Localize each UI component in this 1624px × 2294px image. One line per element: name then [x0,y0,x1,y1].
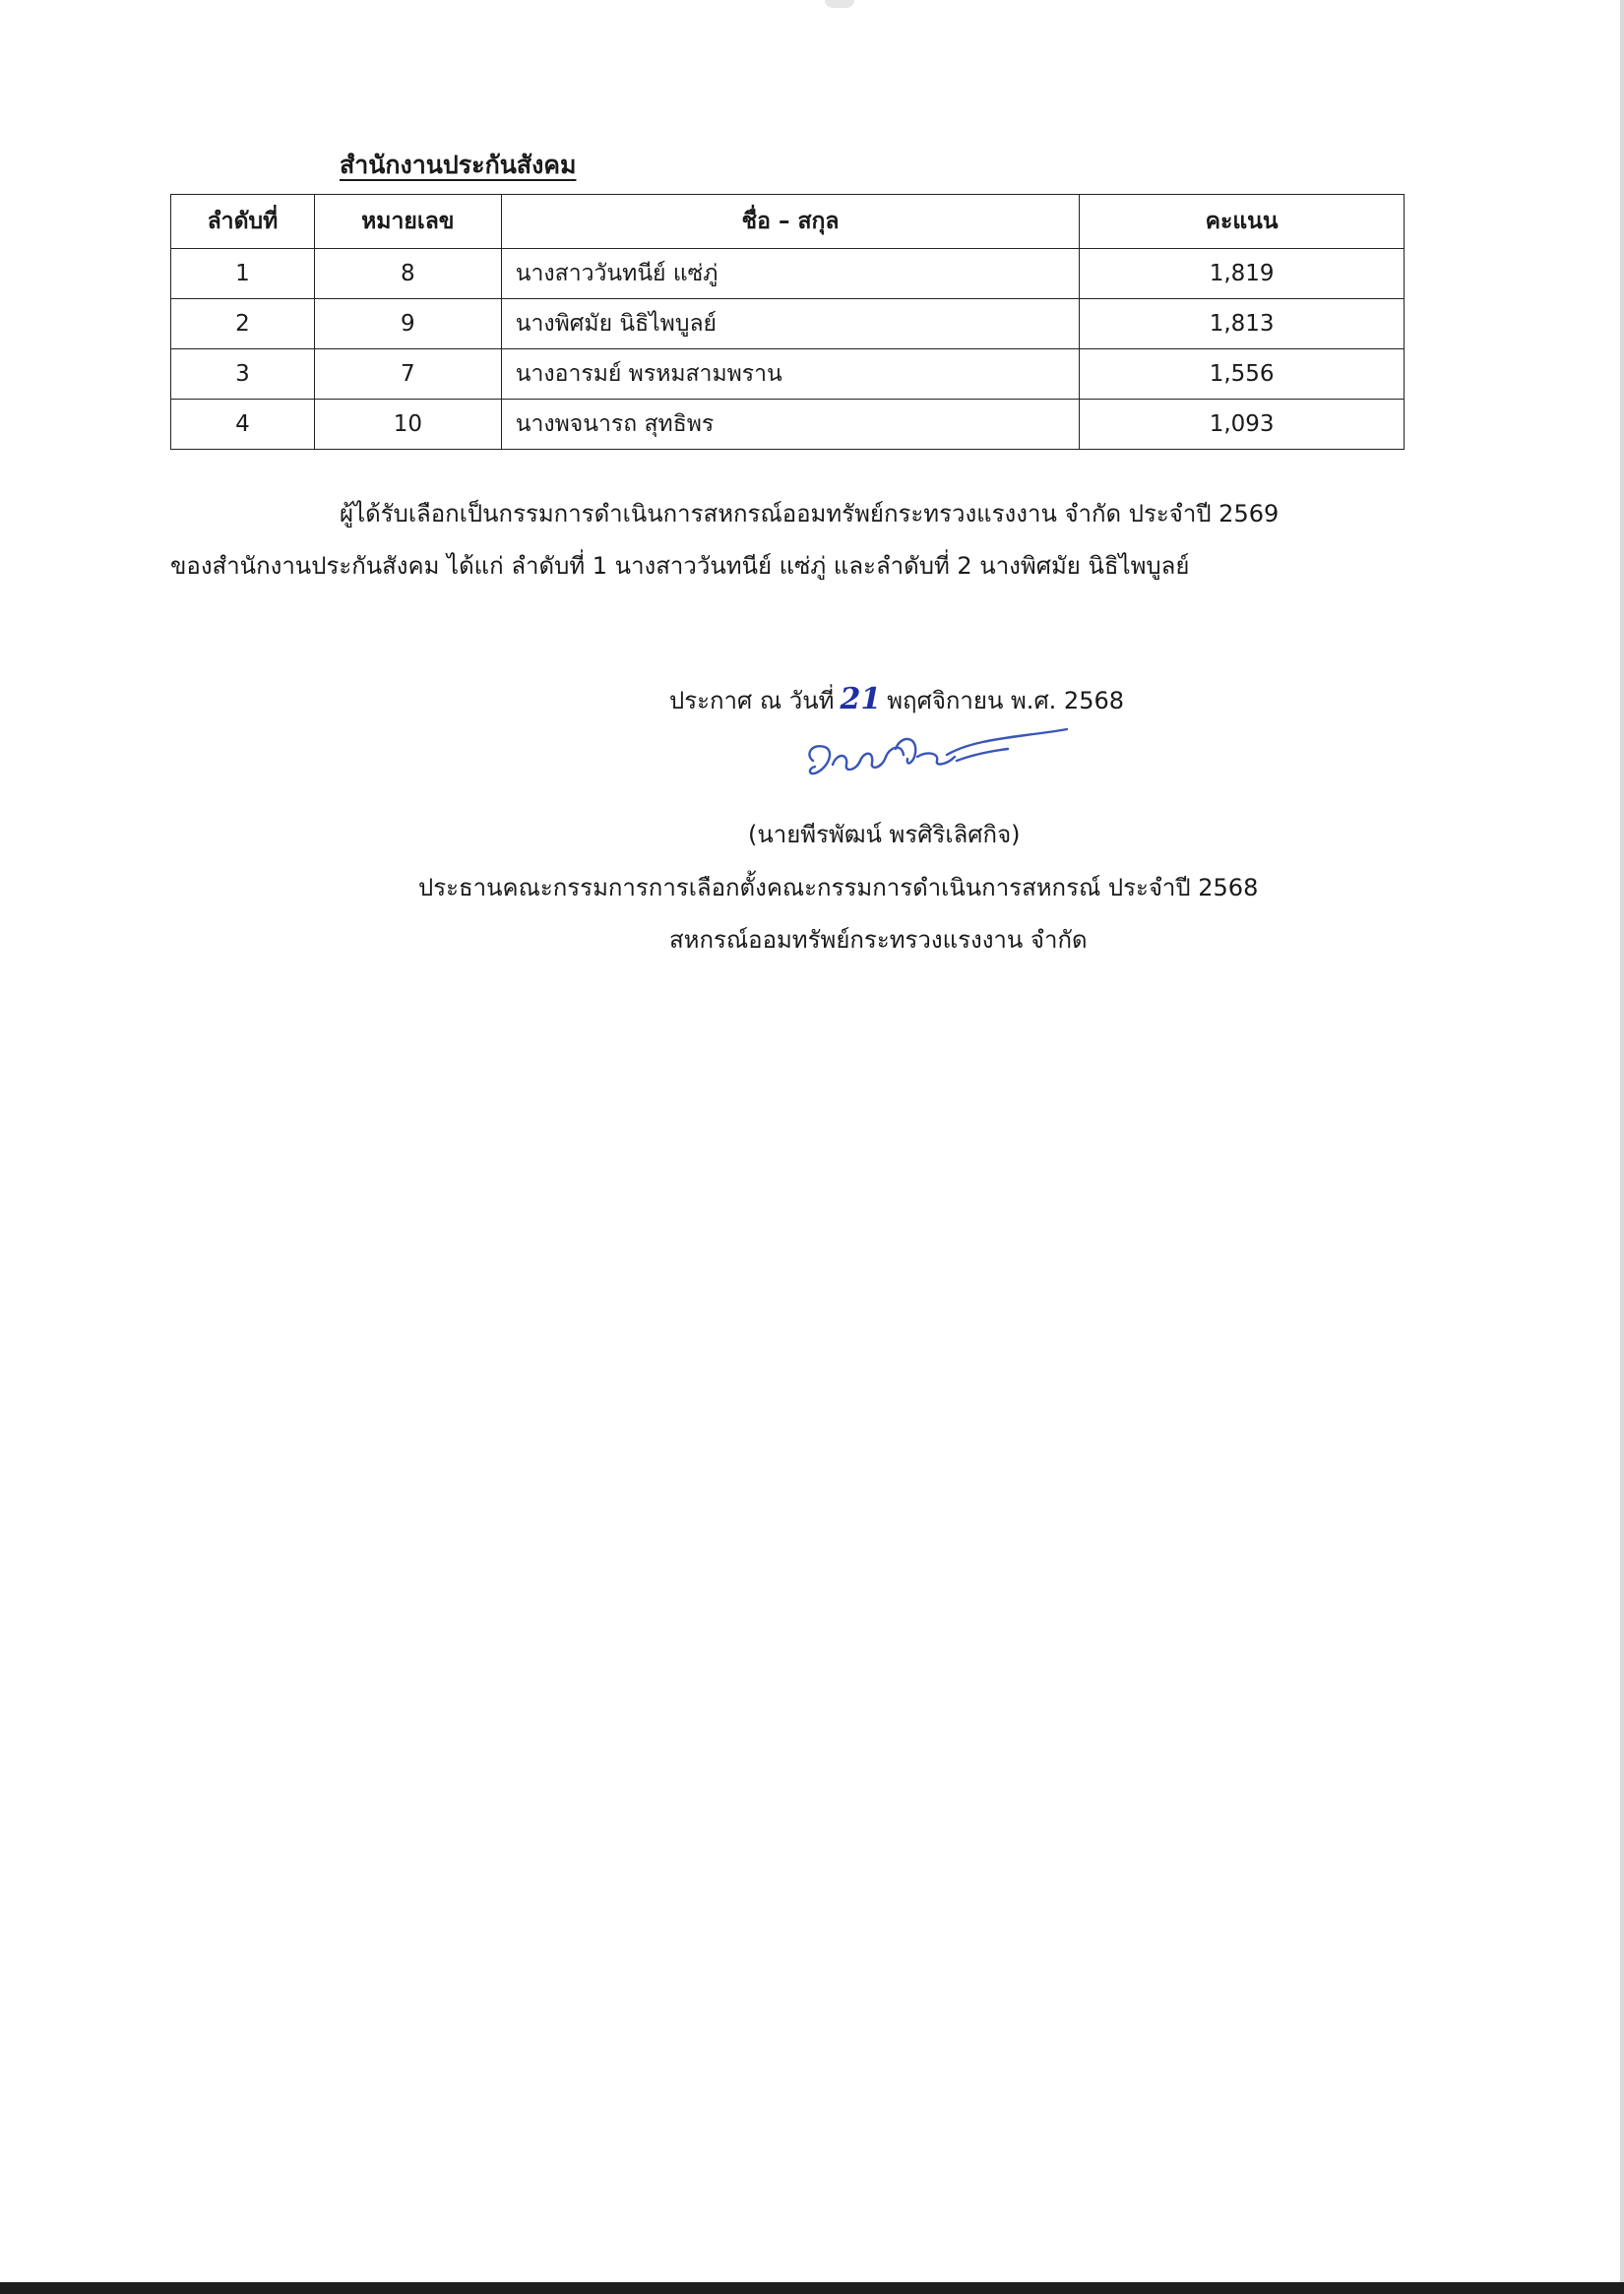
signer-organization: สหกรณ์ออมทรัพย์กระทรวงแรงงาน จำกัด [669,926,1088,954]
table-row [171,349,1405,400]
signer-title: ประธานคณะกรรมการการเลือกตั้งคณะกรรมการดำเนินการสหกรณ์ ประจำปี 2568 [418,874,1259,901]
header-number: หมายเลข [314,195,501,249]
row-number: 8 [314,249,501,299]
row-score: 1,813 [1080,299,1405,349]
page-edge-right [1620,0,1624,2294]
row-name: นางอารมย์ พรหมสามพราน [501,349,1079,400]
result-paragraph-line-1: ผู้ได้รับเลือกเป็นกรรมการดำเนินการสหกรณ์ออมทรัพย์กระทรวงแรงงาน จำกัด ประจำปี 2569 [340,500,1280,527]
result-paragraph-line-2: ของสำนักงานประกันสังคม ได้แก่ ลำดับที่ 1 นางสาววันทนีย์ แซ่ภู่ และลำดับที่ 2 นางพิศมัย นิธิไพบูลย์ [170,552,1190,580]
header-score: คะแนน [1080,195,1405,249]
row-order: 4 [171,400,315,450]
row-name: นางสาววันทนีย์ แซ่ภู่ [501,249,1079,299]
row-score: 1,093 [1080,400,1405,450]
table-header-row [171,195,1405,249]
row-order: 3 [171,349,315,400]
section-title: สำนักงานประกันสังคม [340,151,577,179]
signer-name: (นายพีรพัฒน์ พรศิริเลิศกิจ) [748,821,1021,848]
announcement-prefix: ประกาศ ณ วันที่ [669,687,835,714]
row-score: 1,556 [1080,349,1405,400]
row-name: นางพิศมัย นิธิไพบูลย์ [501,299,1079,349]
table-row [171,249,1405,299]
announcement-date [669,681,1124,719]
row-number: 7 [314,349,501,400]
row-number: 10 [314,400,501,450]
row-name: นางพจนารถ สุทธิพร [501,400,1079,450]
page-edge-bottom [0,2282,1624,2294]
row-number: 9 [314,299,501,349]
handwritten-day: 21 [840,682,882,716]
header-order: ลำดับที่ [171,195,315,249]
election-results-table [170,194,1405,450]
table-row [171,299,1405,349]
row-order: 1 [171,249,315,299]
row-order: 2 [171,299,315,349]
table-row [171,400,1405,450]
header-name: ชื่อ – สกุล [501,195,1079,249]
announcement-suffix: พฤศจิกายน พ.ศ. 2568 [887,687,1125,714]
handwritten-signature [799,721,1075,790]
scan-hole-mark [825,0,854,8]
row-score: 1,819 [1080,249,1405,299]
